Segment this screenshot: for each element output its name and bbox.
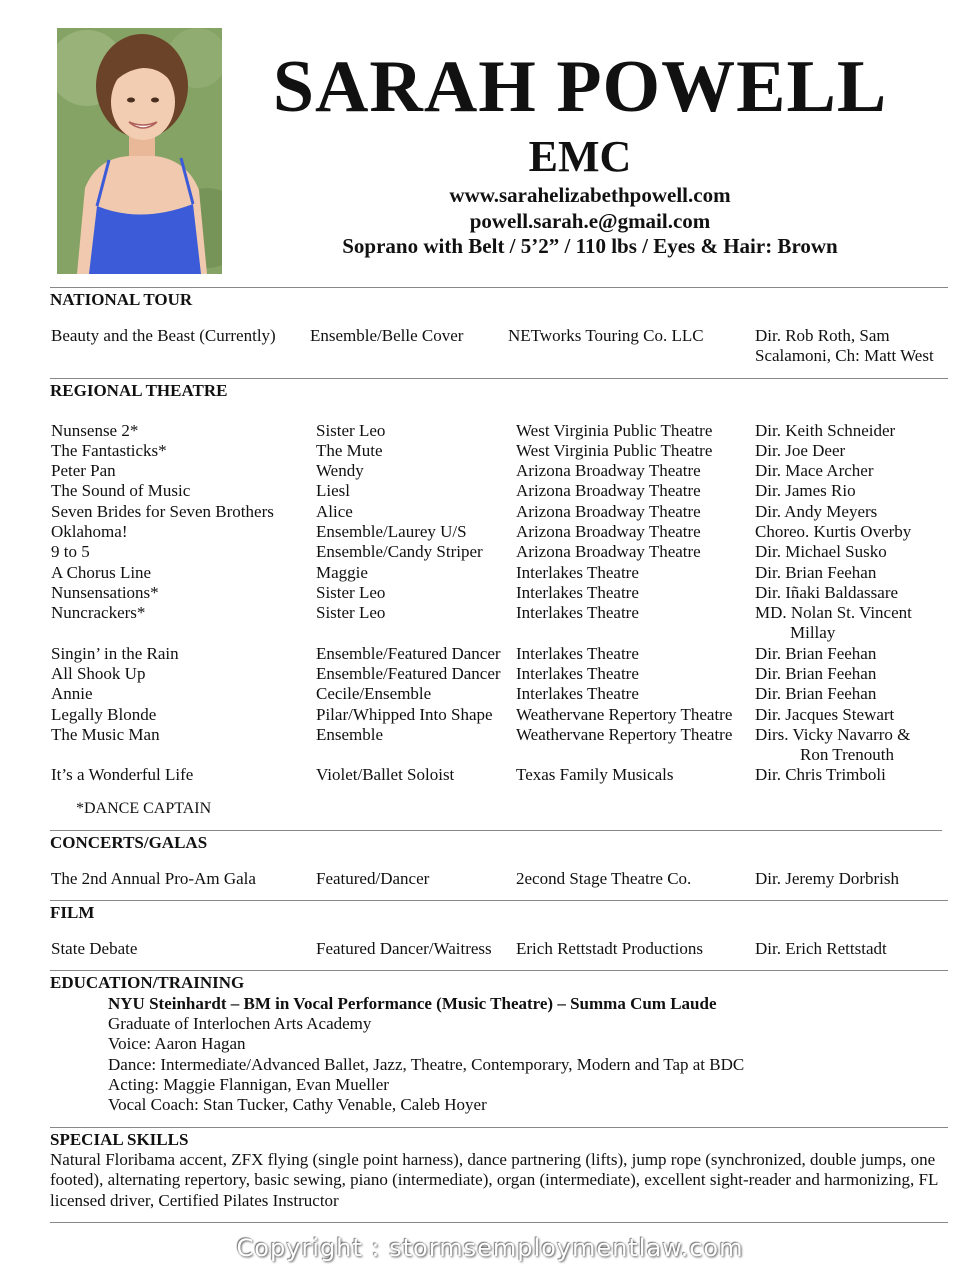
company: Interlakes Theatre (516, 644, 639, 663)
company: Arizona Broadway Theatre (516, 502, 701, 521)
headshot-illustration (57, 28, 222, 274)
director: Dir. Brian Feehan (755, 563, 877, 582)
company: West Virginia Public Theatre (516, 421, 713, 440)
show-title: Annie (51, 684, 93, 703)
company: 2econd Stage Theatre Co. (516, 869, 692, 888)
education-line: Acting: Maggie Flannigan, Evan Mueller (108, 1075, 389, 1094)
director: Dir. Brian Feehan (755, 664, 877, 683)
director: Dirs. Vicky Navarro & (755, 725, 911, 744)
director: Dir. Joe Deer (755, 441, 846, 460)
role: Cecile/Ensemble (316, 684, 432, 703)
copyright-watermark: Copyright : stormsemploymentlaw.com (236, 1234, 744, 1262)
company: Texas Family Musicals (516, 765, 674, 784)
director-continued: Millay (790, 623, 836, 642)
role: Ensemble (316, 725, 384, 744)
regional-theatre-heading: REGIONAL THEATRE (50, 381, 228, 400)
role: Ensemble/Candy Striper (316, 542, 483, 561)
education-line: Graduate of Interlochen Arts Academy (108, 1014, 372, 1033)
role: The Mute (316, 441, 383, 460)
company: Arizona Broadway Theatre (516, 522, 701, 541)
email-link[interactable]: powell.sarah.e@gmail.com (469, 209, 711, 233)
company: Interlakes Theatre (516, 684, 639, 703)
show-title: It’s a Wonderful Life (51, 765, 194, 784)
section-divider (50, 1127, 948, 1128)
director-continued: Ron Trenouth (800, 745, 894, 764)
company: Arizona Broadway Theatre (516, 542, 701, 561)
director: Dir. Brian Feehan (755, 684, 877, 703)
role: Liesl (316, 481, 350, 500)
show-title: Legally Blonde (51, 705, 157, 724)
education-line: Vocal Coach: Stan Tucker, Cathy Venable, Caleb Hoyer (108, 1095, 487, 1114)
role: Ensemble/Belle Cover (310, 326, 464, 345)
headshot-photo (57, 28, 222, 274)
show-title: Peter Pan (51, 461, 116, 480)
education-heading: EDUCATION/TRAINING (50, 973, 245, 992)
show-title: The Fantasticks* (51, 441, 167, 460)
film-heading: FILM (50, 903, 95, 922)
role: Featured Dancer/Waitress (316, 939, 492, 958)
director: Choreo. Kurtis Overby (755, 522, 912, 541)
director: MD. Nolan St. Vincent (755, 603, 912, 622)
national-tour-heading: NATIONAL TOUR (50, 290, 193, 309)
company: Interlakes Theatre (516, 603, 639, 622)
website-link[interactable]: www.sarahelizabethpowell.com (449, 183, 731, 207)
role: Sister Leo (316, 603, 386, 622)
show-title: Oklahoma! (51, 522, 128, 541)
applicant-name: SARAH POWELL (272, 46, 888, 128)
company: Interlakes Theatre (516, 583, 639, 602)
role: Violet/Ballet Soloist (316, 765, 455, 784)
director: Dir. Brian Feehan (755, 644, 877, 663)
role: Ensemble/Featured Dancer (316, 664, 501, 683)
special-skills-heading: SPECIAL SKILLS (50, 1130, 189, 1149)
section-divider (50, 287, 948, 288)
company: Erich Rettstadt Productions (516, 939, 703, 958)
concerts-heading: CONCERTS/GALAS (50, 833, 208, 852)
role: Maggie (316, 563, 368, 582)
show-title: The Music Man (51, 725, 160, 744)
director: Dir. Erich Rettstadt (755, 939, 887, 958)
show-title: Nunsensations* (51, 583, 159, 602)
show-title: The 2nd Annual Pro-Am Gala (51, 869, 256, 888)
union-status: EMC (528, 132, 632, 181)
show-title: Nuncrackers* (51, 603, 146, 622)
director-continued: Scalamoni, Ch: Matt West (755, 346, 934, 365)
director: Dir. James Rio (755, 481, 856, 500)
show-title: All Shook Up (51, 664, 146, 683)
company: West Virginia Public Theatre (516, 441, 713, 460)
role: Sister Leo (316, 583, 386, 602)
director: Dir. Jeremy Dorbrish (755, 869, 900, 888)
role: Featured/Dancer (316, 869, 430, 888)
director: Dir. Michael Susko (755, 542, 887, 561)
director: Dir. Keith Schneider (755, 421, 896, 440)
company: Interlakes Theatre (516, 563, 639, 582)
role: Alice (316, 502, 353, 521)
director: Dir. Andy Meyers (755, 502, 878, 521)
vocal-physical-stats: Soprano with Belt / 5’2” / 110 lbs / Eyes & Hair: Brown (342, 234, 838, 258)
director: Dir. Chris Trimboli (755, 765, 886, 784)
section-divider (50, 830, 942, 831)
role: Ensemble/Laurey U/S (316, 522, 467, 541)
company: Weathervane Repertory Theatre (516, 705, 733, 724)
role: Ensemble/Featured Dancer (316, 644, 501, 663)
director: Dir. Mace Archer (755, 461, 874, 480)
show-title: The Sound of Music (51, 481, 191, 500)
section-divider (50, 900, 948, 901)
show-title: A Chorus Line (51, 563, 152, 582)
show-title: Seven Brides for Seven Brothers (51, 502, 274, 521)
role: Sister Leo (316, 421, 386, 440)
company: NETworks Touring Co. LLC (508, 326, 704, 345)
dance-captain-note: *DANCE CAPTAIN (76, 800, 212, 817)
show-title: 9 to 5 (51, 542, 90, 561)
show-title: State Debate (51, 939, 138, 958)
section-divider (50, 378, 948, 379)
role: Pilar/Whipped Into Shape (316, 705, 493, 724)
section-divider (50, 970, 948, 971)
company: Weathervane Repertory Theatre (516, 725, 733, 744)
show-title: Singin’ in the Rain (51, 644, 179, 663)
show-title: Nunsense 2* (51, 421, 139, 440)
director: Dir. Rob Roth, Sam (755, 326, 890, 345)
role: Wendy (316, 461, 364, 480)
education-line: Dance: Intermediate/Advanced Ballet, Jazz, Theatre, Contemporary, Modern and Tap at BDC (108, 1055, 745, 1074)
education-line: Voice: Aaron Hagan (108, 1034, 246, 1053)
section-divider (50, 1222, 948, 1223)
special-skills-text: Natural Floribama accent, ZFX flying (single point harness), dance partnering (lifts), jump rope (synchronized, double jumps, one footed), alternating repertory, basic sewing, piano (intermediate), organ (intermediate), excellent sight-reader and harmonizing, FL licensed driver, Certified Pilates Instructor (50, 1150, 938, 1210)
education-degree: NYU Steinhardt – BM in Vocal Performance (Music Theatre) – Summa Cum Laude (108, 994, 717, 1013)
director: Dir. Jacques Stewart (755, 705, 895, 724)
show-title: Beauty and the Beast (Currently) (51, 326, 276, 345)
company: Arizona Broadway Theatre (516, 461, 701, 480)
company: Arizona Broadway Theatre (516, 481, 701, 500)
director: Dir. Iñaki Baldassare (755, 583, 899, 602)
company: Interlakes Theatre (516, 664, 639, 683)
